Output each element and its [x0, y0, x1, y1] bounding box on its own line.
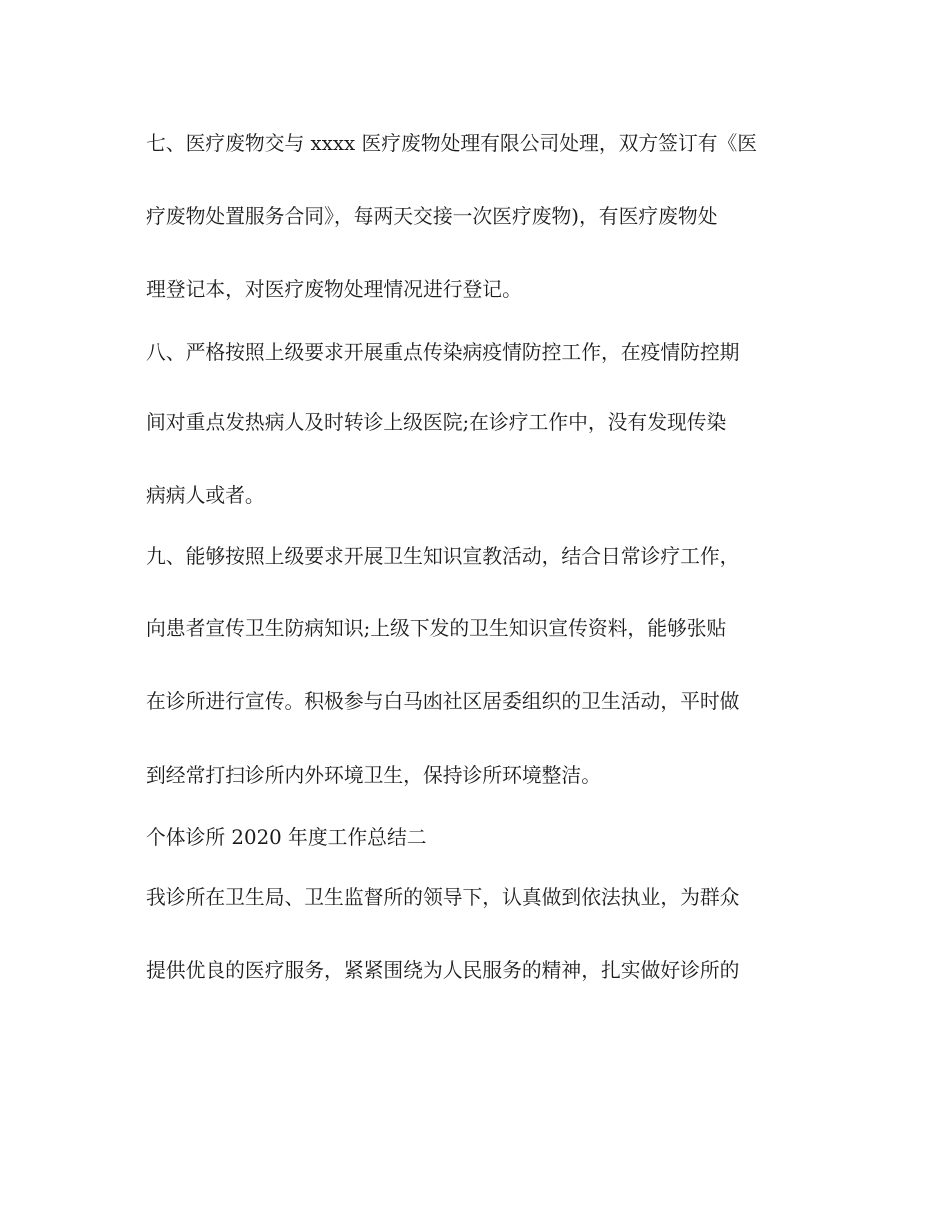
- section-heading-2: 个体诊所 2020 年度工作总结二: [146, 826, 427, 849]
- section-7-line-2: 疗废物处置服务合同》，每两天交接一次医疗废物)，有医疗废物处: [146, 205, 718, 228]
- section-7-line-3: 理登记本，对医疗废物处理情况进行登记。: [146, 278, 522, 301]
- section-8-line-3: 病病人或者。: [146, 484, 265, 507]
- section-8-line-1: 八、严格按照上级要求开展重点传染病疫情防控工作，在疫情防控期: [146, 341, 740, 364]
- intro-2-line-2: 提供优良的医疗服务，紧紧围绕为人民服务的精神，扎实做好诊所的: [146, 959, 740, 982]
- section-8-line-2: 间对重点发热病人及时转诊上级医院;在诊疗工作中，没有发现传染: [146, 411, 727, 434]
- section-9-line-3: 在诊所进行宣传。积极参与白马凼社区居委组织的卫生活动，平时做: [146, 690, 740, 713]
- intro-2-line-1: 我诊所在卫生局、卫生监督所的领导下，认真做到依法执业，为群众: [146, 886, 740, 909]
- section-9-line-2: 向患者宣传卫生防病知识;上级下发的卫生知识宣传资料，能够张贴: [146, 617, 727, 640]
- section-7-line-1: 七、医疗废物交与 xxxx 医疗废物处理有限公司处理，双方签订有《医: [146, 132, 758, 155]
- section-9-line-4: 到经常打扫诊所内外环境卫生，保持诊所环境整洁。: [146, 764, 601, 787]
- section-9-line-1: 九、能够按照上级要求开展卫生知识宣教活动，结合日常诊疗工作，: [146, 545, 740, 568]
